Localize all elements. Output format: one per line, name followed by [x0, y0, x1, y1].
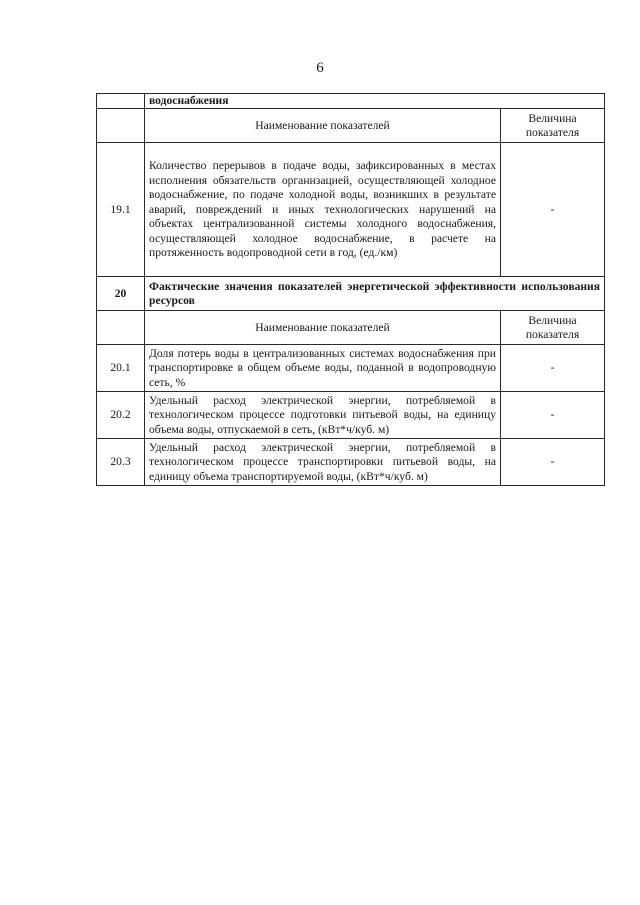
empty-num-cell [97, 109, 145, 143]
empty-num-cell [97, 311, 145, 345]
table-row-20-2 [97, 392, 605, 439]
table-header-row [97, 311, 605, 345]
page-number: 6 [316, 60, 324, 76]
header-value-cell: Величина показателя [501, 109, 605, 143]
row-value: - [501, 143, 605, 277]
row-number: 19.1 [97, 143, 145, 277]
header-name-cell: Наименование показателей [145, 109, 501, 143]
section-row-20 [97, 277, 605, 311]
empty-num-cell [97, 94, 145, 109]
table-row-20-1 [97, 345, 605, 392]
row-description: Доля потерь воды в централизованных системах водоснабжения при транспортировке в общем объеме воды, поданной в водопроводную сеть, % [145, 345, 501, 392]
row-description: Удельный расход электрической энергии, потребляемой в технологическом процессе подготовки питьевой воды, на единицу объема воды, отпускаемой в сеть, (кВт*ч/куб. м) [145, 392, 501, 439]
row-value: - [501, 392, 605, 439]
section-number: 20 [97, 277, 145, 311]
row-value: - [501, 439, 605, 486]
table-row-20-3 [97, 439, 605, 486]
header-value-cell: Величина показателя [501, 311, 605, 345]
row-value: - [501, 345, 605, 392]
table-header-row [97, 109, 605, 143]
header-name-cell: Наименование показателей [145, 311, 501, 345]
row-description: Количество перерывов в подаче воды, зафиксированных в местах исполнения обязательств организацией, осуществляющей холодное водоснабжение, по подаче холодной воды, возникших в результате аварий, повреждений и иных технологических нарушений на объектах централизованной системы холодного водоснабжения, осуществляющей холодное водоснабжение, в расчете на протяженность водопроводной сети в год, (ед./км) [145, 143, 501, 277]
table-row-19-1 [97, 143, 605, 277]
section-title: Фактические значения показателей энергетической эффективности использования ресурсов [145, 277, 605, 311]
table-row-continued-title [97, 94, 605, 109]
indicators-table [96, 93, 605, 486]
row-number: 20.2 [97, 392, 145, 439]
section-title-continued: водоснабжения [145, 94, 605, 109]
row-number: 20.3 [97, 439, 145, 486]
row-description: Удельный расход электрической энергии, потребляемой в технологическом процессе транспортировки питьевой воды, на единицу объема транспортируемой воды, (кВт*ч/куб. м) [145, 439, 501, 486]
row-number: 20.1 [97, 345, 145, 392]
